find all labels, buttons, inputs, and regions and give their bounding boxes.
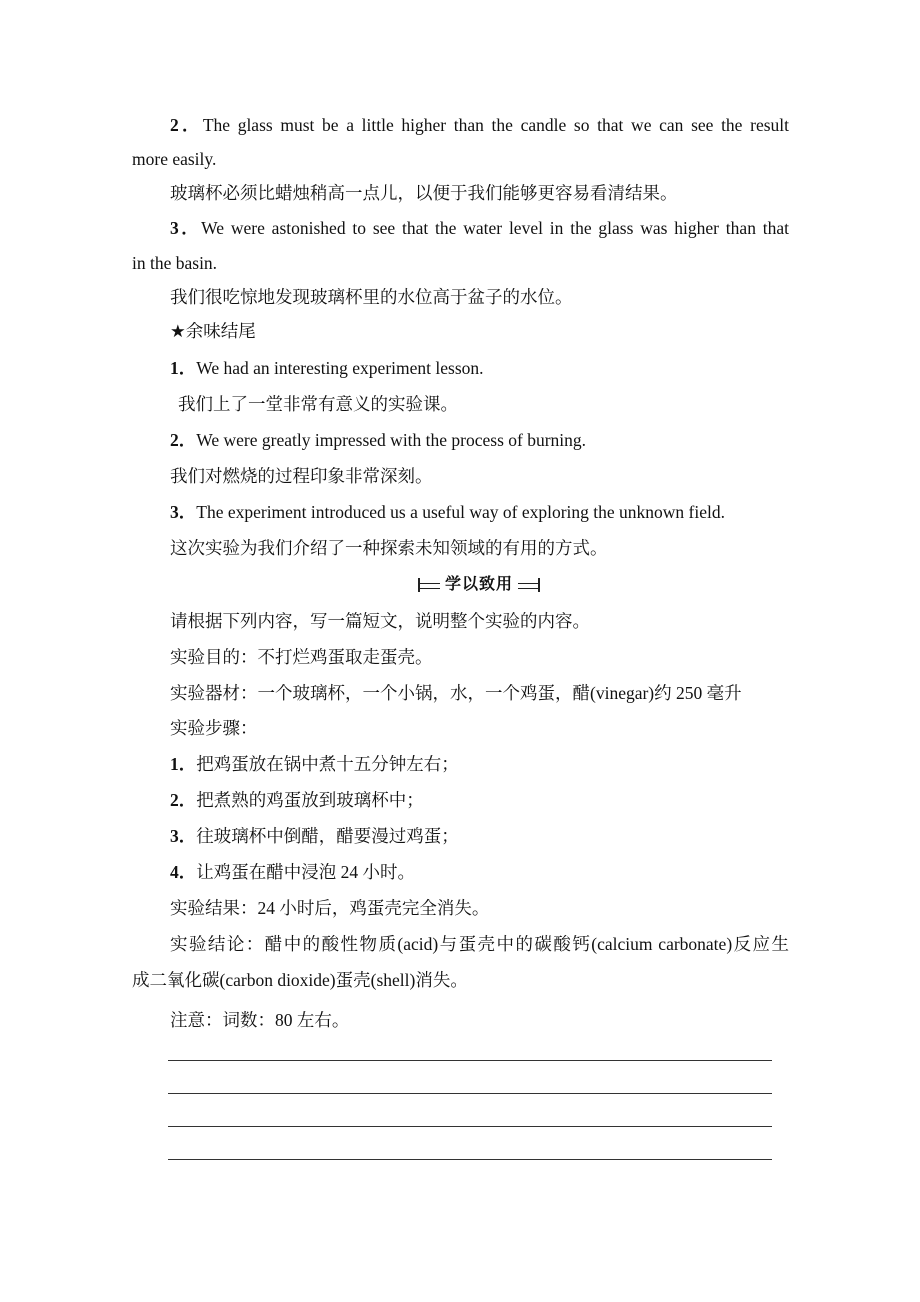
tip-2-line2: more easily. <box>132 149 217 169</box>
ending-item-1 <box>170 356 484 380</box>
practice-step-4 <box>170 860 415 884</box>
answer-blank-line[interactable] <box>168 1060 772 1061</box>
ending-heading: ★余味结尾 <box>170 322 256 342</box>
practice-note: 注意：词数：80 左右。 <box>170 1010 350 1030</box>
tip-2-translation: 玻璃杯必须比蜡烛稍高一点儿，以便于我们能够更容易看清结果。 <box>170 183 678 203</box>
ending-item-1-number: 1． <box>170 358 197 378</box>
practice-step-2-text: 把煮熟的鸡蛋放到玻璃杯中； <box>196 790 424 810</box>
tip-3-number: 3． <box>170 218 202 238</box>
banner-title: 学以致用 <box>444 574 513 593</box>
banner-right-cap <box>538 578 540 592</box>
answer-blank-line[interactable] <box>168 1159 772 1160</box>
practice-conclusion-line2: 成二氧化碳(carbon dioxide)蛋壳(shell)消失。 <box>132 970 468 990</box>
tip-3-line2: in the basin. <box>132 253 218 273</box>
tip-2-number: 2． <box>170 115 203 135</box>
ending-item-2-text: We were greatly impressed with the process of burning. <box>196 430 587 450</box>
ending-item-3 <box>170 500 725 524</box>
practice-purpose: 实验目的：不打烂鸡蛋取走蛋壳。 <box>170 647 433 667</box>
tip-2-text: The glass must be a little higher than the candle so that we can see the result <box>202 115 789 135</box>
banner-right-rule <box>518 583 540 589</box>
answer-blank-line[interactable] <box>168 1093 772 1094</box>
practice-step-3 <box>170 824 459 848</box>
answer-blank-line[interactable] <box>168 1126 772 1127</box>
tip-2-line1 <box>170 113 789 137</box>
ending-item-2 <box>170 428 586 452</box>
practice-step-1-number: 1． <box>170 754 197 774</box>
practice-step-4-number: 4． <box>170 862 197 882</box>
practice-step-3-text: 往玻璃杯中倒醋，醋要漫过鸡蛋； <box>196 826 459 846</box>
tip-3-text: We were astonished to see that the water level in the glass was higher than that <box>201 218 790 238</box>
practice-step-2 <box>170 788 424 812</box>
ending-item-3-number: 3． <box>170 502 197 522</box>
ending-item-1-text: We had an interesting experiment lesson. <box>196 358 484 378</box>
ending-item-2-translation: 我们对燃烧的过程印象非常深刻。 <box>170 466 433 486</box>
practice-instruction: 请根据下列内容，写一篇短文，说明整个实验的内容。 <box>170 611 590 631</box>
practice-step-3-number: 3． <box>170 826 197 846</box>
practice-step-4-text: 让鸡蛋在醋中浸泡 24 小时。 <box>196 862 415 882</box>
practice-step-1-text: 把鸡蛋放在锅中煮十五分钟左右； <box>196 754 459 774</box>
ending-item-1-translation: 我们上了一堂非常有意义的实验课。 <box>178 394 458 414</box>
practice-equipment: 实验器材：一个玻璃杯，一个小锅，水，一个鸡蛋，醋(vinegar)约 250 毫升 <box>170 683 742 703</box>
practice-step-2-number: 2． <box>170 790 197 810</box>
practice-result: 实验结果：24 小时后，鸡蛋壳完全消失。 <box>170 898 490 918</box>
ending-item-3-translation: 这次实验为我们介绍了一种探索未知领域的有用的方式。 <box>170 538 608 558</box>
practice-step-1 <box>170 752 459 776</box>
tip-3-translation: 我们很吃惊地发现玻璃杯里的水位高于盆子的水位。 <box>170 287 573 307</box>
practice-steps-heading: 实验步骤： <box>170 718 258 738</box>
tip-3-line1 <box>170 216 789 240</box>
ending-item-2-number: 2． <box>170 430 197 450</box>
practice-banner <box>418 572 540 596</box>
ending-item-3-text: The experiment introduced us a useful way of exploring the unknown field. <box>196 502 725 522</box>
practice-conclusion-line1: 实验结论：醋中的酸性物质(acid)与蛋壳中的碳酸钙(calcium carbonate)反应生 <box>170 934 789 954</box>
banner-left-rule <box>418 583 440 589</box>
